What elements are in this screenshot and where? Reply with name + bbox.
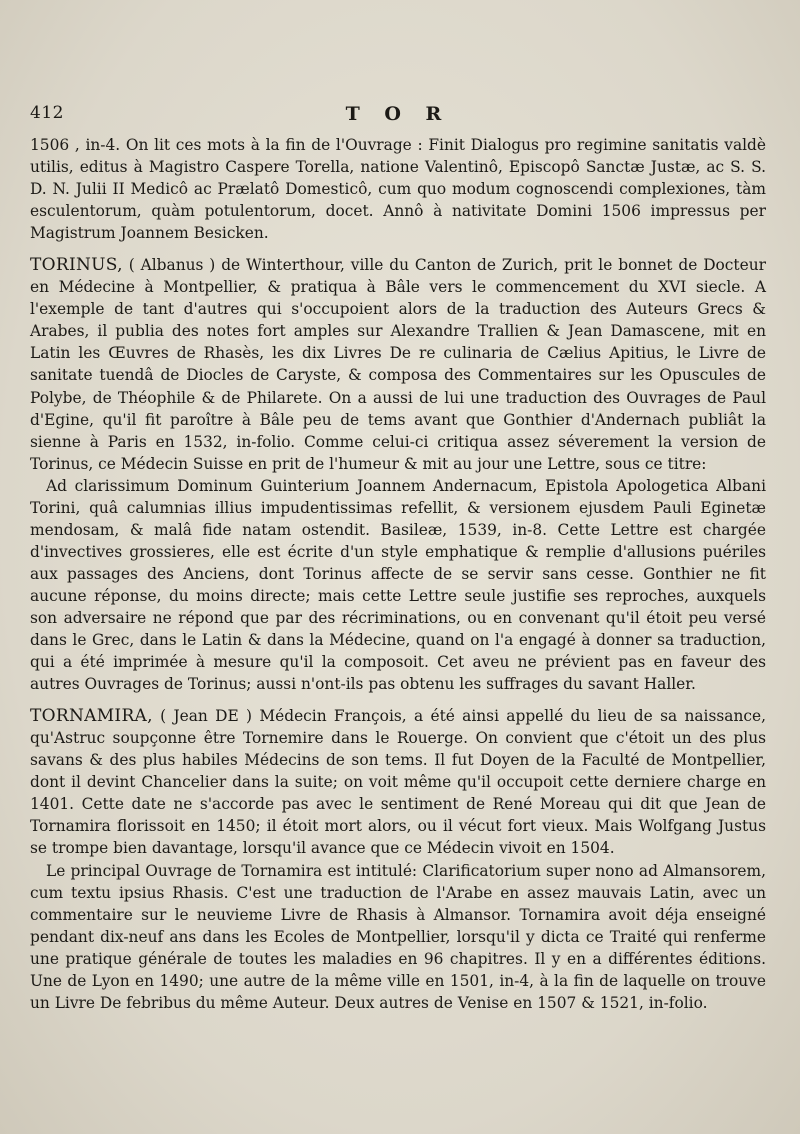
entry-tornamira <box>30 705 766 1014</box>
page-header <box>30 103 766 133</box>
entry-headword: TORNAMIRA, <box>30 706 153 727</box>
page-number: 412 <box>30 103 64 123</box>
entry-tornamira-paragraph <box>30 705 766 859</box>
entry-torinus <box>30 254 766 695</box>
entry-text: ( Albanus ) de Winterthour, ville du Canton de Zurich, prit le bonnet de Docteur en Médecine à Montpellier, & pratiqua à Bâle vers le commencement du XVI siecle. A l'exemple de tant d'autres qui s'occupoient alors de la traduction des Auteurs Grecs & Arabes, il publia des notes fort amples sur Alexandre Trallien & Jean Damascene, mit en Latin les Œuvres de Rhasès, les dix Livres De re culinaria de Cælius Apitius, le Livre de sanitate tuendâ de Diocles de Caryste, & composa des Commentaires sur les Opuscules de Polybe, de Théophile & de Philarete. On a aussi de lui une traduction des Ouvrages de Paul d'Egine, qu'il fit paroître à Bâle peu de tems avant que Gonthier d'Andernach publiât la sienne à Paris en 1532, in-folio. Comme celui-ci critiqua assez séverement la version de Torinus, ce Médecin Suisse en prit de l'humeur & mit au jour une Lettre, sous ce titre: <box>30 256 766 473</box>
entry-torinus-quote: Ad clarissimum Dominum Guinterium Joannem Andernacum, Epistola Apologetica Albani Torini, quâ calumnias illius impudentissimas refellit, & versionem ejusdem Pauli Eginetæ mendosam, & malâ fide natam ostendit. Basileæ, 1539, in-8. Cette Lettre est chargée d'invectives grossieres, elle est écrite d'un style emphatique & remplie d'allusions puériles aux passages des Anciens, dont Torinus affecte de se servir sans cesse. Gonthier ne fit aucune réponse, du moins directe; mais cette Lettre seule justifie ses reproches, auxquels son adversaire ne répond que par des récriminations, ou en convenant qu'il étoit peu versé dans le Grec, dans le Latin & dans la Médecine, quand on l'a engagé à donner sa traduction, qui a été imprimée à mesure qu'il la composoit. Cet aveu ne prévient pas en faveur des autres Ouvrages de Torinus; aussi n'ont-ils pas obtenu les suffrages du savant Haller. <box>30 476 766 694</box>
running-head: T O R <box>345 103 451 125</box>
entry-text: ( Jean DE ) Médecin François, a été ainsi appellé du lieu de sa naissance, qu'Astruc soupçonne être Tornemire dans le Rouerge. On convient que c'étoit un des plus savans & des plus habiles Médecins de son tems. Il fut Doyen de la Faculté de Montpellier, dont il devint Chancelier dans la suite; on voit même qu'il occupoit cette derniere charge en 1401. Cette date ne s'accorde pas avec le sentiment de René Moreau qui dit que Jean de Tornamira florissoit en 1450; il étoit mort alors, ou il vécut fort vieux. Mais Wolfgang Justus se trompe bien davantage, lorsqu'il avance que ce Médecin vivoit en 1504. <box>30 707 766 858</box>
entry-torinus-paragraph <box>30 254 766 474</box>
entry-tornamira-paragraph-2: Le principal Ouvrage de Tornamira est intitulé: Clarificatorium super nono ad Almansorem, cum textu ipsius Rhasis. C'est une traduction de l'Arabe en assez mauvais Latin, avec un commentaire sur le neuvieme Livre de Rhasis à Almansor. Tornamira avoit déja enseigné pendant dix-neuf ans dans les Ecoles de Montpellier, lorsqu'il y dicta ce Traité qui renferme une pratique générale de toutes les maladies en 96 chapitres. Il y en a différentes éditions. Une de Lyon en 1490; une autre de la même ville en 1501, in-4, à la fin de laquelle on trouve un Livre De febribus du même Auteur. Deux autres de Venise en 1507 & 1521, in-folio. <box>30 861 766 1012</box>
body-text <box>30 134 766 1014</box>
entry-headword: TORINUS, <box>30 255 123 276</box>
entry-torella-continuation: 1506 , in-4. On lit ces mots à la fin de l'Ouvrage : Finit Dialogus pro regimine sanitatis valdè utilis, editus à Magistro Caspere Torella, natione Valentinô, Episcopô Sanctæ Justæ, ac S. S. D. N. Julii II Medicô ac Prælatô Domesticô, cum quo modum cognoscendi complexiones, tàm esculentorum, quàm potulentorum, docet. Annô à nativitate Domini 1506 impressus per Magistrum Joannem Besicken. <box>30 136 766 243</box>
